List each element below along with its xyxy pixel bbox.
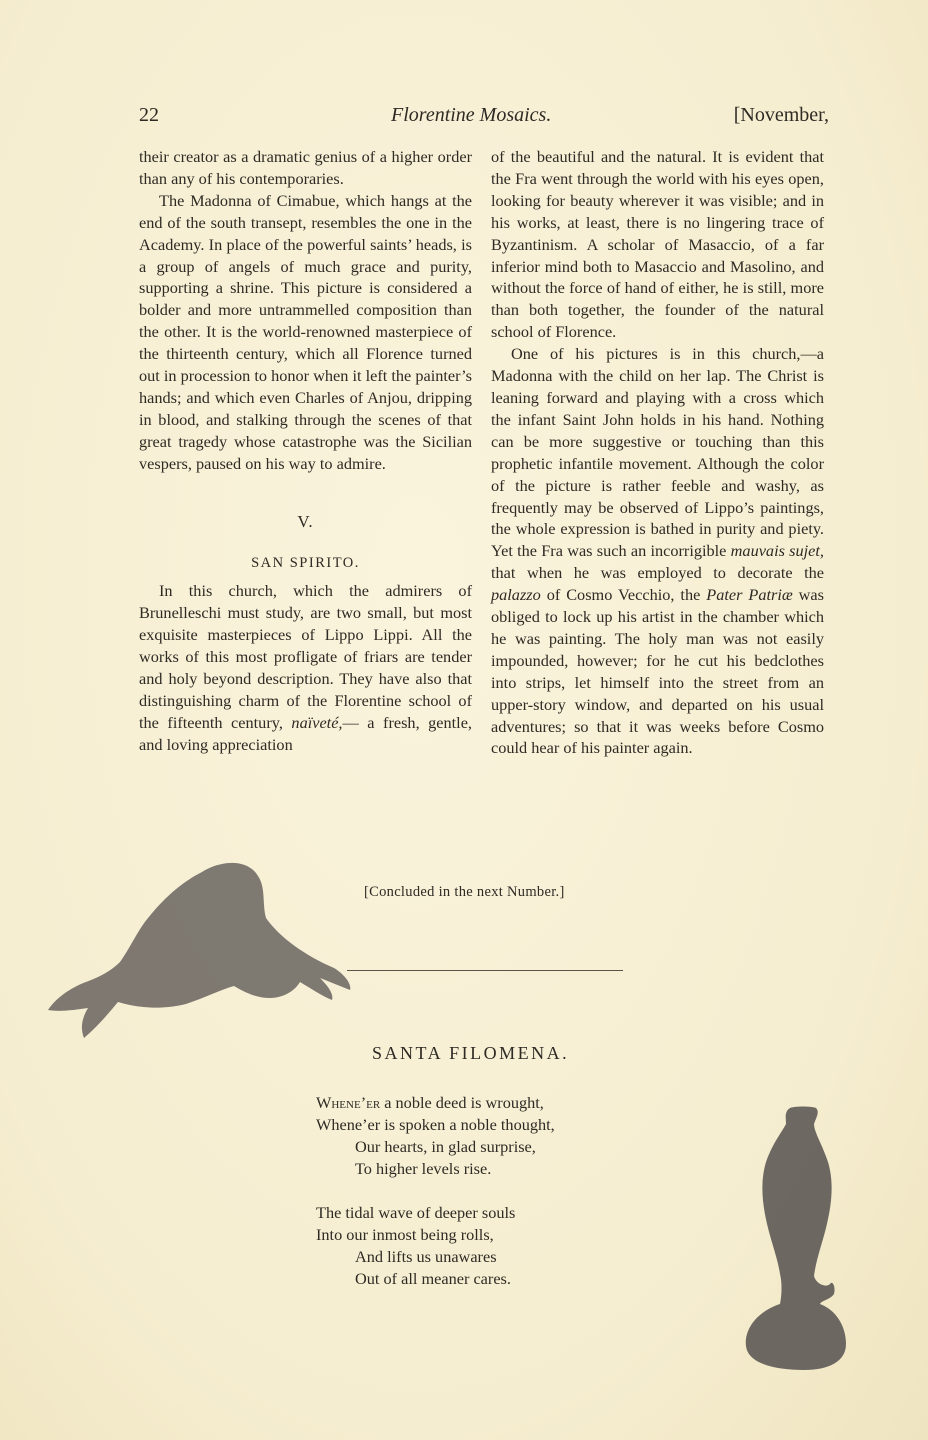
section-number: V. [297,511,314,531]
paragraph-text: In this church, which the admirers of Brunelleschi must study, are two small, but most exquisite masterpieces of Lippo Lippi. All the works of this most profligate of friars are tender and holy beyond description. They have also that distinguishing charm of the Florentine school of the fifteenth century, [139,581,472,732]
paragraph-san-spirito [139,580,472,755]
paragraph-continuation: their creator as a dramatic genius of a higher order than any of his contemporaries. [139,147,472,188]
left-column [139,146,472,756]
divider-rule [347,970,623,971]
running-header [139,104,829,134]
poem-line: And lifts us unawares [355,1247,497,1266]
paragraph-text: — a fresh, gentle, and loving appreciation [139,712,473,754]
italic-mauvais-sujet: mauvais sujet, [730,541,824,561]
poem-line: Out of all meaner cares. [355,1269,511,1288]
running-title: Florentine Mosaics. [391,104,552,126]
paragraph-cimabue: The Madonna of Cimabue, which hangs at the end of the south transept, resembles the one in the Academy. In place of the powerful saints’ heads, is a group of angels of much grace and purity, supporting a shrine. This picture is considered a bolder and more untrammelled composition than the other. It is the world-renowned masterpiece of the thirteenth century, which all Florence turned out in procession to honor when it left the painter’s hands; and which even Charles of Anjou, dripping in blood, and stalking through the scenes of that great tragedy whose catastrophe was the Sicilian vespers, paused on his way to admire. [139,190,472,473]
poem-line-text: a noble deed is wrought, [380,1093,544,1112]
poem-stanza-1 [316,1092,555,1180]
italic-naivete: naïveté, [291,712,343,732]
concluded-note: [Concluded in the next Number.] [364,884,565,900]
poem-first-word: Whene’er [316,1093,381,1112]
right-column [491,146,824,759]
oil-lamp-silhouette-icon [742,1104,864,1374]
bird-silhouette-icon [44,858,360,1042]
running-month: [November, [733,104,829,126]
paragraph-madonna [491,343,824,759]
poem-title: SANTA FILOMENA. [372,1043,570,1063]
poem-line: Into our inmost being rolls, [316,1225,494,1244]
paragraph-natural-school: of the beautiful and the natural. It is evident that the Fra went through the world with his eyes open, looking for beauty wherever it was visible; and in his works, at least, there is no lingering trace of Byzantinism. A scholar of Masaccio, of a far inferior mind both to Masaccio and Masolino, and without the force of hand of either, he is still, more than both together, the founder of the natural school of Florence. [491,147,824,342]
section-title: SAN SPIRITO. [251,554,360,571]
italic-pater-patriae: Pater Patriæ [706,585,793,605]
paragraph-text: of Cosmo Vecchio, the [546,585,701,605]
paragraph-text: was obliged to lock up his artist in the chamber which he was painting. The holy man was not easily impounded, however; for he cut his bedclothes into strips, let himself into the street from an upper-story window, and departed on his usual adventures; so that it was weeks before Cosmo could hear of his painter again. [491,585,824,758]
poem-line: Whene’er is spoken a noble thought, [316,1115,555,1134]
poem-line [316,1092,555,1114]
poem-line: Our hearts, in glad surprise, [355,1137,536,1156]
poem-stanza-2 [316,1202,515,1290]
paragraph-text: One of his pictures is in this church,—a Madonna with the child on her lap. The Christ is leaning forward and playing with a cross which the infant Saint John holds in his hand. Nothing can be more suggestive or touching than this prophetic infantile movement. Although the color of the picture is rather feeble and washy, as frequently may be observed of Lippo’s paintings, the whole expression is bathed in purity and piety. Yet the Fra was such an incorrigible [491,344,824,561]
page-number: 22 [139,104,159,126]
paragraph-text: that when he was employed to decorate the [491,563,824,583]
italic-palazzo: palazzo [491,585,541,605]
poem-line: The tidal wave of deeper souls [316,1203,516,1222]
poem-line: To higher levels rise. [355,1159,492,1178]
